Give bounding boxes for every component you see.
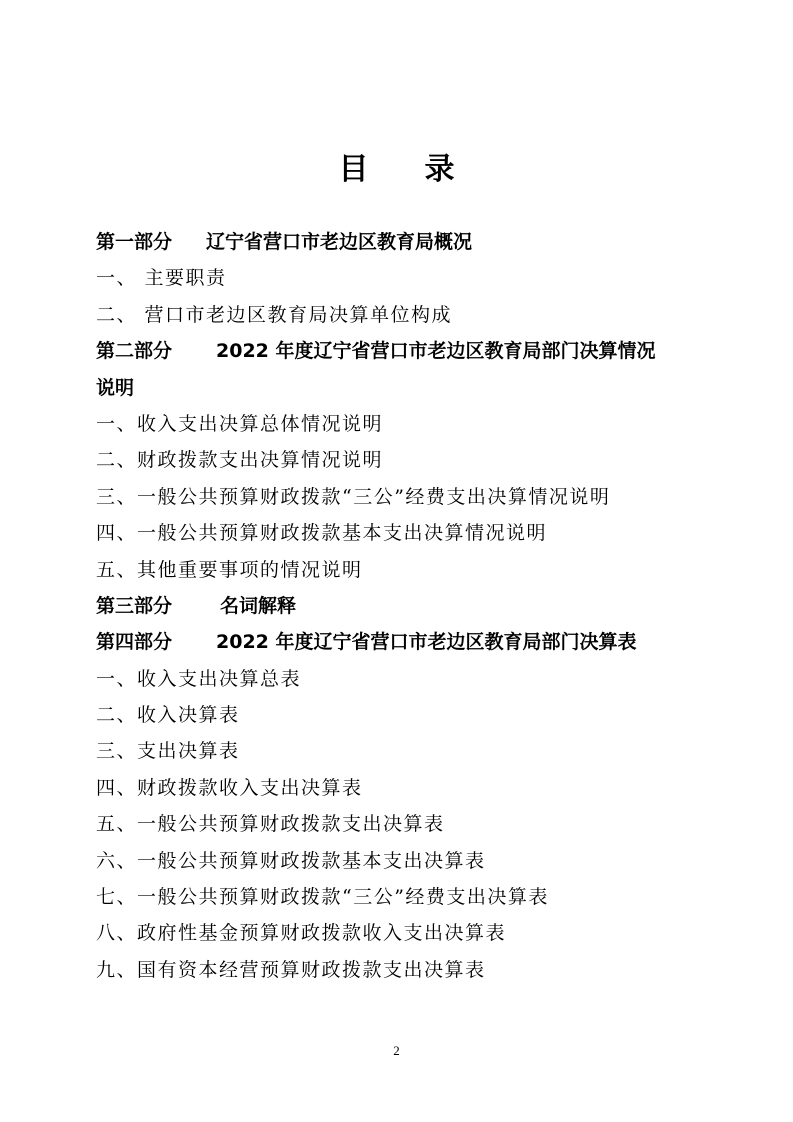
part-label: 第一部分 — [96, 231, 173, 253]
toc-item[interactable]: 三、支出决算表 — [96, 740, 240, 763]
part-title: 2022 年度辽宁省营口市老边区教育局部门决算情况 — [216, 340, 656, 363]
part-label: 第三部分 — [96, 594, 173, 617]
toc-item[interactable]: 八、政府性基金预算财政拨款收入支出决算表 — [96, 922, 507, 945]
title-char-2: 录 — [424, 152, 455, 187]
page-title — [0, 150, 793, 190]
part-label: 第二部分 — [96, 340, 173, 363]
toc-item[interactable]: 一、收入支出决算总体情况说明 — [96, 412, 384, 435]
part-title: 名词解释 — [220, 594, 297, 617]
toc-item[interactable]: 一、 主要职责 — [96, 267, 227, 290]
toc-item[interactable]: 四、一般公共预算财政拨款基本支出决算情况说明 — [96, 522, 548, 545]
toc-item[interactable]: 九、国有资本经营预算财政拨款支出决算表 — [96, 958, 486, 981]
toc-part-2-continuation[interactable]: 说明 — [96, 376, 135, 399]
toc-part-3[interactable] — [96, 588, 716, 624]
toc-item[interactable]: 二、收入决算表 — [96, 704, 240, 727]
toc-item[interactable]: 二、财政拨款支出决算情况说明 — [96, 449, 384, 472]
toc-item[interactable]: 七、一般公共预算财政拨款“三公”经费支出决算表 — [96, 886, 549, 909]
table-of-contents — [96, 224, 716, 988]
part-title: 2022 年度辽宁省营口市老边区教育局部门决算表 — [216, 631, 637, 654]
toc-item[interactable]: 二、 营口市老边区教育局决算单位构成 — [96, 303, 453, 326]
toc-item[interactable]: 五、其他重要事项的情况说明 — [96, 558, 363, 581]
toc-item[interactable]: 一、收入支出决算总表 — [96, 667, 302, 690]
toc-item[interactable]: 五、一般公共预算财政拨款支出决算表 — [96, 813, 445, 836]
page-number: 2 — [393, 1043, 400, 1058]
toc-item[interactable]: 四、财政拨款收入支出决算表 — [96, 776, 363, 799]
part-label: 第四部分 — [96, 631, 173, 654]
toc-part-4[interactable] — [96, 624, 716, 660]
toc-item[interactable]: 六、一般公共预算财政拨款基本支出决算表 — [96, 849, 486, 872]
title-char-1: 目 — [338, 152, 369, 187]
part-title: 辽宁省营口市老边区教育局概况 — [206, 231, 473, 253]
toc-part-1[interactable] — [96, 224, 716, 260]
toc-part-2[interactable] — [96, 333, 716, 369]
toc-item[interactable]: 三、一般公共预算财政拨款“三公”经费支出决算情况说明 — [96, 485, 611, 508]
